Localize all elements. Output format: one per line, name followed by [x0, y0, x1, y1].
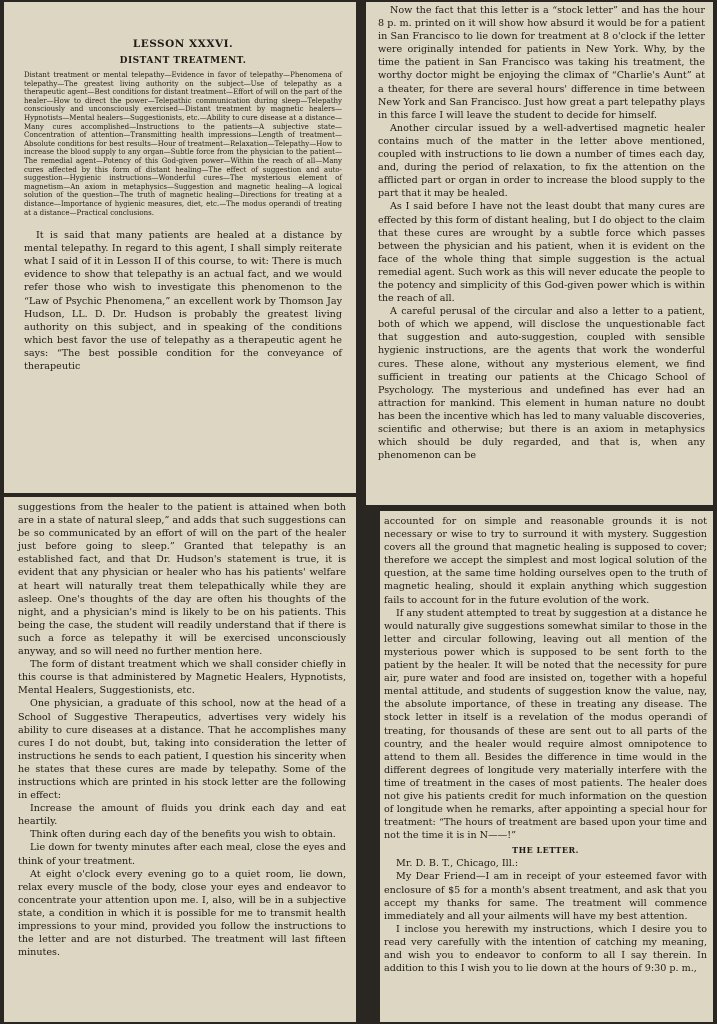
page-top-right [366, 2, 713, 505]
lesson-title: LESSON XXXVI. [132, 38, 234, 50]
instruction-item: At eight o'clock every evening go to a quiet room, lie down, relax every muscle of the body, close your eyes and endeavor to concentrate your attention upon me. I, also, will be in a subjective state, a condition in which it is possible for me to transmit health impressions to your mind, provided you follow the instructions to the letter and are not disturbed. The treatment will last fifteen minutes. [18, 868, 346, 959]
paragraph: Now the fact that this letter is a “stock letter” and has the hour 8 p. m. printed on it will show how absurd it would be for a patient in San Francisco to lie down for treatment at 8 o'clock if the letter were originally intended for patients in New York. Why, by the time the patient in San Francisco was taking his treatment, the worthy doctor might be enjoying the climax of “Charlie's Aunt” at a theater, for there are several hours' difference in time between New York and San Francisco. Just how great a part telepathy plays in this farce I will leave the student to decide for himself. [378, 5, 705, 121]
page-top-left [4, 2, 356, 493]
instruction-item: Think often during each day of the benefits you wish to obtain. [30, 829, 336, 841]
section-title: DISTANT TREATMENT. [119, 56, 247, 66]
letter-paragraph: My Dear Friend—I am in receipt of your esteemed favor with enclosure of $5 for a month's absent treatment, and ask that you accept my thanks for same. The treatment will commence immediately and all your ailments will have my best attention. [384, 871, 707, 922]
paragraph: If any student attempted to treat by suggestion at a distance he would naturally give suggestions somewhat similar to those in the letter and circular following, leaving out all mention of the mysterious power which is supposed to be sent forth to the patient by the healer. It will be noted that the necessity for pure air, pure water and food are insisted on, together with a hopeful mental attitude, and students of suggestion know the value, nay, the absolute importance, of these in treating any disease. The stock letter in itself is a revelation of the modus operandi of treating, for thousands of these are sent out to all parts of the country, and the healer would require almost omnipotence to attend to them all. Besides the difference in time would in the different degrees of longitude very materially interfere with the time of treatment in the cases of most patients. The healer does not give his patients credit for much information on the question of longitude when he remarks, after appointing a special hour for treatment: “The hours of treatment are based upon your time and not the time it is in N——!” [384, 607, 707, 842]
page-bottom-left [4, 497, 356, 1022]
paragraph: suggestions from the healer to the patient is attained when both are in a state of natural sleep,” and adds that such suggestions can be so communicated by an effort of will on the part of the healer just before going to sleep.” Granted that telepathy is an established fact, and that Dr. Hudson's statement is true, it is evident that any physician or healer who has his patients' welfare at heart will naturally treat them telepathically while they are asleep. One's thoughts of the day are often his thoughts of the night, and a physician's mind is likely to be on his patients. This being the case, the student will readily understand that if there is such a force as telepathy it will be exercised unconsciously anyway, and so will need no further mention here. [18, 502, 346, 658]
paragraph: As I said before I have not the least doubt that many cures are effected by this form of distant healing, but I do object to the claim that these cures are wrought by a subtle force which passes between the physician and his patient, when it is evident on the face of the whole thing that simple suggestion is the actual remedial agent. Such work as this will never educate the people to the potency and simplicity of this God-given power which is within the reach of all. [378, 201, 705, 305]
paragraph: A careful perusal of the circular and also a letter to a patient, both of which we append, will disclose the unquestionable fact that suggestion and auto-suggestion, coupled with sensible hygienic instructions, are the agents that work the wonderful cures. These alone, without any mysterious element, we find sufficient in treating our patients at the Chicago School of Psychology. The mysterious and undefined has ever had an attraction for mankind. This element in human nature no doubt has been the incentive which has led to many valuable discoveries, scientific and otherwise; but there is an axiom in metaphysics which should be duly regarded, and that is, when any phenomenon can be [378, 306, 705, 462]
instruction-item: Increase the amount of fluids you drink each day and eat heartily. [18, 803, 346, 828]
paragraph: It is said that many patients are healed at a distance by mental telepathy. In regard to this agent, I shall simply reiterate what I said of it in Lesson II of this course, to wit: There is much evidence to show that telepathy is an actual fact, and we would refer those who wish to investigate this phenomenon to the “Law of Psychic Phenomena,” an excellent work by Thomson Jay Hudson, LL. D. Dr. Hudson is probably the greatest living authority on this subject, and in speaking of the conditions which best favor the use of telepathy as a therapeutic agent he says: “The best possible condition for the conveyance of therapeutic [24, 230, 342, 373]
paragraph: Another circular issued by a well-advertised magnetic healer contains much of the matter in the letter above mentioned, coupled with instructions to lie down a number of times each day, and, during the period of relaxation, to fix the attention on the afflicted part or organ in order to increase the blood supply to the part that it may be healed. [378, 122, 705, 200]
letter-addressee: Mr. D. B. T., Chicago, Ill.: [396, 858, 519, 870]
page-bottom-right [380, 511, 713, 1022]
lesson-summary: Distant treatment or mental telepathy—Evidence in favor of telepathy—Phenomena of telepathy—The greatest living authority on the subject—Use of telepathy as a therapeutic agent—Best conditions for distant treatment—Effort of will on the part of the healer—How to direct the power—Telepathic communication during sleep—Telepathy consciously and unconsciously exercised—Distant treatment by magnetic healers—Hypnotists—Mental healers—Suggestionists, etc.—Ability to cure disease at a distance—Many cures accomplished—Instructions to the patients—A subjective state—Concentration of attention—Transmitting health impressions—Length of treatment—Absolute conditions for best results—Hour of treatment—Relaxation—Telepathy—How to increase the blood supply to any organ—Subtle force from the physician to the patient—The remedial agent—Potency of this God-given power—Within the reach of all—Many cures affected by this form of distant healing—The effect of suggestion and auto-suggestion—Hygienic instructions—Wonderful cures—The mysterious element of magnetism—An axiom in metaphysics—Suggestion and magnetic healing—A logical solution of the question—The truth of magnetic healing—Directions for treating at a distance—Importance of hygienic measures, diet, etc.—The modus operandi of treating at a distance—Practical conclusions. [24, 71, 342, 217]
paragraph: One physician, a graduate of this school, now at the head of a School of Suggestive Therapeutics, advertises very widely his ability to cure diseases at a distance. That he accomplishes many cures I do not doubt, but, taking into consideration the letter of instructions he sends to each patient, I question his sincerity when he states that these cures are made by telepathy. Some of the instructions which are printed in his stock letter are the following in effect: [18, 698, 346, 802]
paragraph: The form of distant treatment which we shall consider chiefly in this course is that administered by Magnetic Healers, Hypnotists, Mental Healers, Suggestionists, etc. [18, 659, 346, 697]
paragraph: accounted for on simple and reasonable grounds it is not necessary or wise to try to surround it with mystery. Suggestion covers all the ground that magnetic healing is supposed to cover; therefore we accept the simplest and most logical solution of the question, at the same time holding ourselves open to the truth of magnetic healing, should it explain anything which suggestion fails to account for in the future evolution of the work. [384, 516, 707, 606]
letter-paragraph: I inclose you herewith my instructions, which I desire you to read very carefully with the intention of catching my meaning, and wish you to endeavor to conform to all I say therein. In addition to this I wish you to lie down at the hours of 9:30 p. m., [384, 923, 707, 975]
instruction-item: Lie down for twenty minutes after each meal, close the eyes and think of your treatment. [18, 842, 346, 867]
letter-heading: THE LETTER. [512, 845, 579, 856]
